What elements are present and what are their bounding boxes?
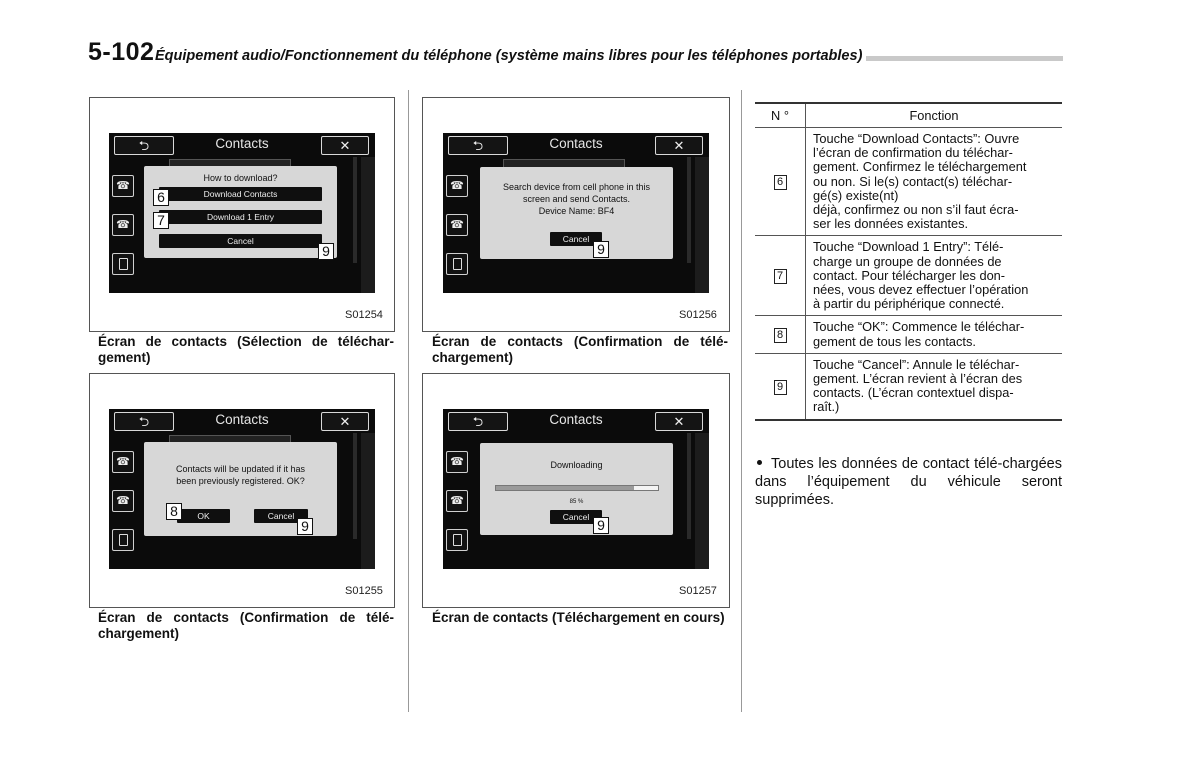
column-divider <box>741 90 742 712</box>
column-header-function: Fonction <box>806 103 1063 128</box>
scroll-strip <box>361 157 375 293</box>
function-text-line: gé(s) existe(nt) <box>813 187 899 203</box>
scroll-strip <box>361 433 375 569</box>
callout-9: 9 <box>318 243 334 260</box>
download-dialog <box>144 166 337 258</box>
progress-fill <box>496 486 634 490</box>
cancel-button[interactable]: Cancel <box>550 510 602 524</box>
screen-title-bar <box>109 133 375 157</box>
dialog-line: Search device from cell phone in this <box>502 182 651 192</box>
row-function-cell <box>806 316 1063 353</box>
figure-update-confirmation <box>89 373 395 608</box>
function-text-line: charge un groupe de données de <box>813 253 1002 269</box>
figure-caption: Écran de contacts (Confirmation de télé-chargement) <box>432 334 728 365</box>
screen-title-bar <box>443 409 709 433</box>
function-text-line: nées, vous devez effectuer l’opération <box>813 282 1029 298</box>
screen <box>109 409 375 569</box>
close-icon[interactable]: ✕ <box>321 412 369 431</box>
function-text-line: Touche “Download 1 Entry”: Télé- <box>813 239 1004 255</box>
page-number: 5-102 <box>88 38 155 66</box>
dialog-line: Contacts will be updated if it has <box>175 464 306 474</box>
screen <box>109 133 375 293</box>
callout-7: 7 <box>153 212 169 229</box>
phone-shape <box>119 258 128 270</box>
function-text-line: l’écran de confirmation du téléchar- <box>813 145 1013 161</box>
function-text-line: Touche “Cancel”: Annule le téléchar- <box>813 356 1020 372</box>
phone-device-icon[interactable] <box>112 253 134 275</box>
download-progress-bar <box>495 485 659 491</box>
dialog-heading: How to download? <box>203 173 278 183</box>
screen-title-bar <box>443 133 709 157</box>
dialog-line: screen and send Contacts. <box>522 194 631 204</box>
screen-title: Contacts <box>215 136 269 151</box>
column-divider <box>408 90 409 712</box>
function-text-line: ou non. Si le(s) contact(s) téléchar- <box>813 173 1013 189</box>
call-outgoing-icon[interactable]: ☎ <box>112 214 134 236</box>
dialog-line: Device Name: BF4 <box>538 206 615 216</box>
call-incoming-icon[interactable]: ☎ <box>446 175 468 197</box>
row-number-cell <box>755 353 806 419</box>
function-text-line: raît.) <box>813 399 840 415</box>
scroll-track <box>353 433 357 539</box>
phone-device-icon[interactable] <box>112 529 134 551</box>
function-text-line: déjà, confirmez ou non s’il faut écra- <box>813 202 1019 218</box>
cancel-button[interactable]: Cancel <box>254 509 308 523</box>
row-number-cell <box>755 128 806 236</box>
table-row <box>755 316 1062 353</box>
download-contacts-button[interactable]: Download Contacts <box>159 187 322 201</box>
figure-code: S01254 <box>345 309 383 321</box>
screen <box>443 409 709 569</box>
figure-search-device <box>422 97 730 332</box>
scroll-track <box>687 157 691 263</box>
phone-shape <box>453 534 462 546</box>
back-arrow-icon[interactable]: ⮌ <box>448 412 508 431</box>
page-title-text: Équipement audio/Fonctionnement du téléphone (système mains libres pour les téléphones portables) <box>155 48 866 64</box>
call-outgoing-icon[interactable]: ☎ <box>446 214 468 236</box>
function-text-line: contacts. (L’écran contextuel dispa- <box>813 385 1014 401</box>
figure-downloading <box>422 373 730 608</box>
page-title <box>155 48 866 64</box>
call-outgoing-icon[interactable]: ☎ <box>112 490 134 512</box>
function-text-line: à partir du périphérique connecté. <box>813 296 1005 312</box>
close-icon[interactable]: ✕ <box>655 412 703 431</box>
downloading-dialog <box>480 443 673 535</box>
call-outgoing-icon[interactable]: ☎ <box>446 490 468 512</box>
figure-code: S01256 <box>679 309 717 321</box>
note-paragraph <box>755 455 1062 509</box>
column-header-number: N ° <box>755 103 806 128</box>
figure-download-selection <box>89 97 395 332</box>
figure-caption: Écran de contacts (Téléchargement en cours) <box>432 610 725 625</box>
note-text: Toutes les données de contact télé-chargées dans l’équipement du véhicule seront supprimées. <box>755 456 1062 508</box>
function-text-line: gement. L’écran revient à l’écran des <box>813 371 1023 387</box>
row-number: 6 <box>774 175 787 190</box>
row-function-cell <box>806 128 1063 236</box>
figure-code: S01257 <box>679 585 717 597</box>
download-one-entry-button[interactable]: Download 1 Entry <box>159 210 322 224</box>
row-number: 9 <box>774 380 787 395</box>
table-row <box>755 236 1062 316</box>
callout-6: 6 <box>153 189 169 206</box>
table-row <box>755 128 1062 236</box>
row-function-cell <box>806 236 1063 316</box>
phone-shape <box>453 258 462 270</box>
phone-shape <box>119 534 128 546</box>
cancel-button[interactable]: Cancel <box>159 234 322 248</box>
call-incoming-icon[interactable]: ☎ <box>446 451 468 473</box>
figure-caption: Écran de contacts (Confirmation de télé-chargement) <box>98 610 394 641</box>
progress-label: 85 % <box>569 499 584 505</box>
bullet-icon <box>757 460 762 465</box>
function-table <box>755 102 1062 421</box>
function-text-line: Touche “Download Contacts”: Ouvre <box>813 131 1020 146</box>
function-text-line: gement. Confirmez le téléchargement <box>813 159 1027 175</box>
function-text-line: Touche “OK”: Commence le téléchar- <box>813 319 1025 335</box>
table-row <box>755 353 1062 419</box>
row-function-cell <box>806 353 1063 419</box>
cancel-button[interactable]: Cancel <box>550 232 602 246</box>
function-text-line: contact. Pour télécharger les don- <box>813 267 1006 283</box>
dialog-heading: Downloading <box>550 460 603 470</box>
scroll-strip <box>695 157 709 293</box>
call-incoming-icon[interactable]: ☎ <box>112 175 134 197</box>
callout-9: 9 <box>593 517 609 534</box>
callout-9: 9 <box>297 518 313 535</box>
row-number: 8 <box>774 328 787 343</box>
dialog-line: been previously registered. OK? <box>176 476 305 486</box>
screen-title: Contacts <box>549 412 603 427</box>
back-arrow-icon[interactable]: ⮌ <box>114 136 174 155</box>
search-dialog <box>480 167 673 259</box>
figure-caption: Écran de contacts (Sélection de téléchar-gement) <box>98 334 394 365</box>
phone-device-icon[interactable] <box>446 529 468 551</box>
back-arrow-icon[interactable]: ⮌ <box>448 136 508 155</box>
callout-8: 8 <box>166 503 182 520</box>
screen-title: Contacts <box>549 136 603 151</box>
ok-button[interactable]: OK <box>177 509 230 523</box>
close-icon[interactable]: ✕ <box>321 136 369 155</box>
row-number: 7 <box>774 269 787 284</box>
back-arrow-icon[interactable]: ⮌ <box>114 412 174 431</box>
figure-code: S01255 <box>345 585 383 597</box>
row-number-cell <box>755 316 806 353</box>
row-number-cell <box>755 236 806 316</box>
function-text-line: gement de tous les contacts. <box>813 333 976 349</box>
scroll-track <box>687 433 691 539</box>
phone-device-icon[interactable] <box>446 253 468 275</box>
scroll-strip <box>695 433 709 569</box>
screen-title: Contacts <box>215 412 269 427</box>
scroll-track <box>353 157 357 263</box>
function-text-line: ser les données existantes. <box>813 216 969 232</box>
screen <box>443 133 709 293</box>
callout-9: 9 <box>593 241 609 258</box>
close-icon[interactable]: ✕ <box>655 136 703 155</box>
table-header-row <box>755 103 1062 128</box>
screen-title-bar <box>109 409 375 433</box>
call-incoming-icon[interactable]: ☎ <box>112 451 134 473</box>
